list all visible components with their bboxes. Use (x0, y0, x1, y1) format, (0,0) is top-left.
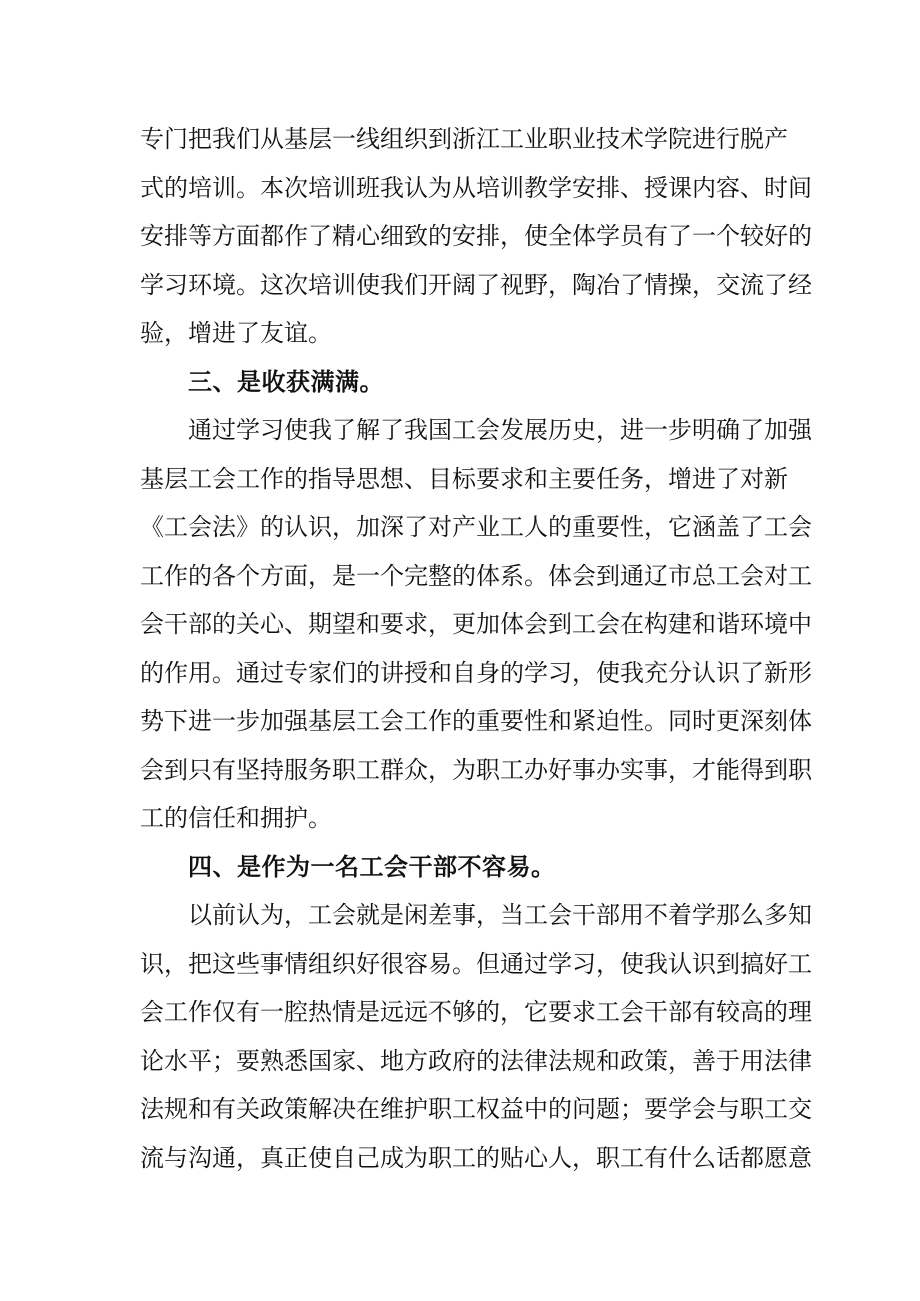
text-line: 通过学习使我了解了我国工会发展历史，进一步明确了加强 (188, 416, 812, 444)
text-line: 基层工会工作的指导思想、目标要求和主要任务，增进了对新 (140, 464, 788, 493)
text-line: 法规和有关政策解决在维护职工权益中的问题；要学会与职工交 (140, 1095, 812, 1123)
document-body (140, 115, 812, 1182)
text-line: 识，把这些事情组织好很容易。但通过学习，使我认识到搞好工 (140, 949, 812, 978)
text-line: 会干部的关心、期望和要求，更加体会到工会在构建和谐环境中 (140, 610, 812, 638)
section-heading-4: 四、是作为一名工会干部不容易。 (188, 852, 556, 881)
text-line: 以前认为，工会就是闲差事，当工会干部用不着学那么多知 (188, 901, 812, 929)
text-line: 式的培训。本次培训班我认为从培训教学安排、授课内容、时间 (140, 173, 812, 202)
text-line: 专门把我们从基层一线组织到浙江工业职业技术学院进行脱产 (140, 125, 788, 153)
section-4-paragraph (140, 891, 812, 1182)
section-heading-3: 三、是收获满满。 (188, 367, 384, 396)
text-line: 工的信任和拥护。 (140, 804, 332, 832)
text-line: 工作的各个方面，是一个完整的体系。体会到通辽市总工会对工 (140, 561, 812, 590)
intro-paragraph (140, 115, 812, 358)
text-line: 的作用。通过专家们的讲授和自身的学习，使我充分认识了新形 (140, 658, 812, 687)
text-line: 势下进一步加强基层工会工作的重要性和紧迫性。同时更深刻体 (140, 707, 812, 735)
text-line: 论水平；要熟悉国家、地方政府的法律法规和政策，善于用法律 (140, 1046, 812, 1075)
text-line: 验，增进了友谊。 (140, 319, 332, 347)
text-line: 安排等方面都作了精心细致的安排，使全体学员有了一个较好的 (140, 222, 812, 250)
section-3-paragraph (140, 406, 812, 843)
text-line: 学习环境。这次培训使我们开阔了视野，陶冶了情操，交流了经 (140, 270, 812, 299)
text-line: 《工会法》的认识，加深了对产业工人的重要性，它涵盖了工会 (140, 513, 812, 541)
text-line: 流与沟通，真正使自己成为职工的贴心人，职工有什么话都愿意 (140, 1143, 812, 1172)
text-line: 会工作仅有一腔热情是远远不够的，它要求工会干部有较高的理 (140, 998, 812, 1026)
text-line: 会到只有坚持服务职工群众，为职工办好事办实事，才能得到职 (140, 755, 812, 784)
